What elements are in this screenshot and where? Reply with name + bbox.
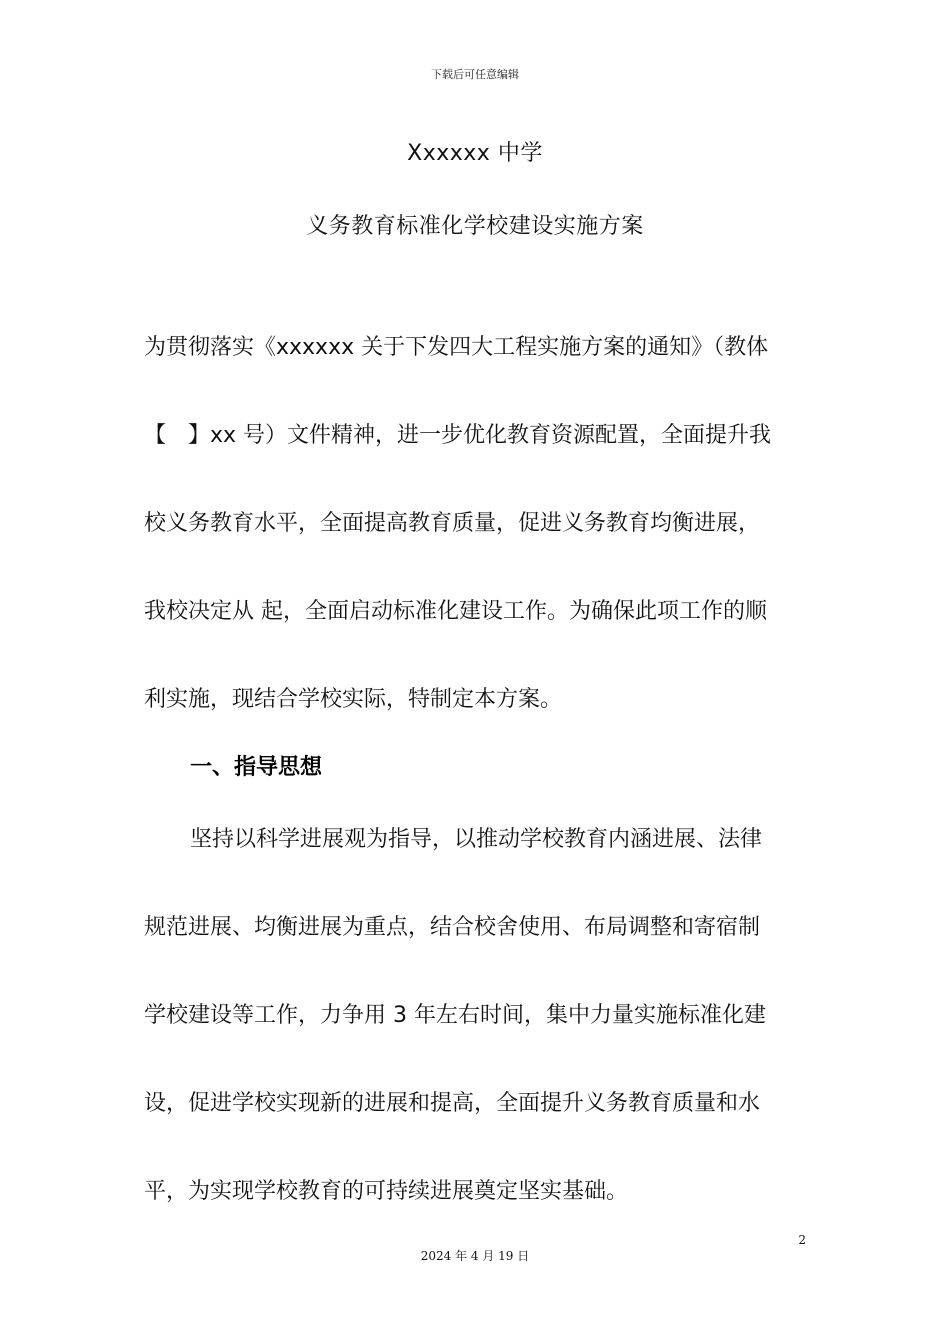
paragraph-line: 为贯彻落实《xxxxxx 关于下发四大工程实施方案的通知》（教体 [144,335,769,360]
paragraph-line: 设，促进学校实现新的进展和提高，全面提升义务教育质量和水 [144,1091,761,1116]
paragraph-line: 【 】xx 号）文件精神，进一步优化教育资源配置，全面提升我 [144,423,772,448]
footer-date: 2024 年 4 月 19 日 [420,1249,530,1263]
paragraph-line: 规范进展、均衡进展为重点，结合校舍使用、布局调整和寄宿制 [144,915,761,940]
paragraph-line: 平，为实现学校教育的可持续进展奠定坚实基础。 [144,1179,629,1204]
paragraph-line: 我校决定从 起，全面启动标准化建设工作。为确保此项工作的顺 [144,599,767,624]
paragraph-guiding-ideology [144,796,806,1236]
paragraph-intro [144,304,806,744]
paragraph-line: 利实施，现结合学校实际，特制定本方案。 [144,687,563,712]
section-heading-guiding-ideology: 一、指导思想 [190,755,323,780]
document-title-school: Xxxxxx 中学 [407,141,543,166]
paragraph-line: 学校建设等工作，力争用 3 年左右时间，集中力量实施标准化建 [144,1003,766,1028]
paragraph-line: 坚持以科学进展观为指导，以推动学校教育内涵进展、法律 [190,827,763,852]
page-number: 2 [798,1233,806,1247]
document-title-plan: 义务教育标准化学校建设实施方案 [306,214,644,239]
paragraph-line: 校义务教育水平，全面提高教育质量，促进义务教育均衡进展， [144,511,761,536]
header-note: 下载后可任意编辑 [431,68,519,81]
